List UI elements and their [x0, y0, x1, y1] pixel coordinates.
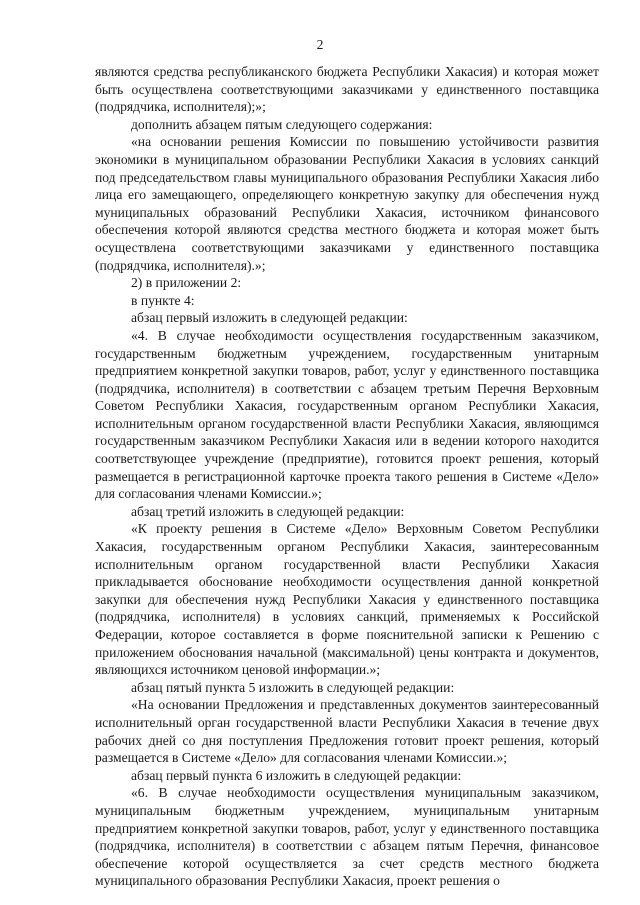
- paragraph: в пункте 4:: [131, 292, 195, 308]
- document-body: [95, 63, 599, 890]
- paragraph: абзац пятый пункта 5 изложить в следующей редакции:: [131, 679, 455, 695]
- paragraph: «6. В случае необходимости осуществления муниципальным заказчиком, муниципальным бюджетным учреждением, муниципальным унитарным предприятием конкретной закупки товаров, работ, услуг у единственного поставщика (подрядчика, исполнителя) в соответствии с абзацем пятым Перечня, финансовое обеспечение которой осуществляется за счет средств местного бюджета муниципального образования Республики Хакасия, проект решения о: [95, 785, 599, 889]
- paragraph: «К проекту решения в Системе «Дело» Верховным Советом Республики Хакасия, государственным органом Республики Хакасия, заинтересованным исполнительным органом государственной власти Республики Хакасия прикладывается обоснование необходимости осуществления данной конкретной закупки для обеспечения нужд Республики Хакасия у единственного поставщика (подрядчика, исполнителя) в условиях санкций, применяемых к Российской Федерации, которое составляется в форме пояснительной записки к Решению с приложением обоснования начальной (максимальной) цены контракта и документов, являющихся источником ценовой информации.»;: [95, 521, 599, 678]
- paragraph: «На основании Предложения и представленных документов заинтересованный исполнительный орган государственной власти Республики Хакасия в течение двух рабочих дней со дня поступления Предложения готовит проект решения, который размещается в Системе «Дело» для согласования членами Комиссии.»;: [95, 697, 599, 766]
- paragraph: абзац третий изложить в следующей редакции:: [131, 503, 405, 519]
- paragraph: дополнить абзацем пятым следующего содержания:: [131, 116, 433, 132]
- paragraph: 2) в приложении 2:: [131, 275, 242, 291]
- paragraph: абзац первый изложить в следующей редакции:: [131, 310, 408, 326]
- paragraph: «4. В случае необходимости осуществления государственным заказчиком, государственным бюджетным учреждением, государственным унитарным предприятием конкретной закупки товаров, работ, услуг у единственного поставщика (подрядчика, исполнителя) в соответствии с абзацем третьим Перечня Верховным Советом Республики Хакасия, государственным органом Республики Хакасия, исполнительным органом государственной власти Республики Хакасия, являющимся государственным заказчиком Республики Хакасия или в ведении которого находится соответствующее учреждение (предприятие), готовится проект решения, который размещается в регистрационной карточке проекта такого решения в Системе «Дело» для согласования членами Комиссии.»;: [95, 327, 599, 502]
- paragraph: «на основании решения Комиссии по повышению устойчивости развития экономики в муниципальном образовании Республики Хакасия в условиях санкций под председательством главы муниципального образования Республики Хакасия либо лица его замещающего, определяющего конкретную закупку для обеспечения нужд муниципальных образований Республики Хакасия, источником финансового обеспечения которой являются средства местного бюджета и которая может быть осуществлена соответствующими заказчиками у единственного поставщика (подрядчика, исполнителя).»;: [95, 134, 599, 273]
- paragraph: являются средства республиканского бюджета Республики Хакасия) и которая может быть осуществлена соответствующими заказчиками у единственного поставщика (подрядчика, исполнителя);»;: [95, 64, 599, 115]
- paragraph: абзац первый пункта 6 изложить в следующей редакции:: [131, 767, 462, 783]
- page-number: 2: [316, 37, 324, 52]
